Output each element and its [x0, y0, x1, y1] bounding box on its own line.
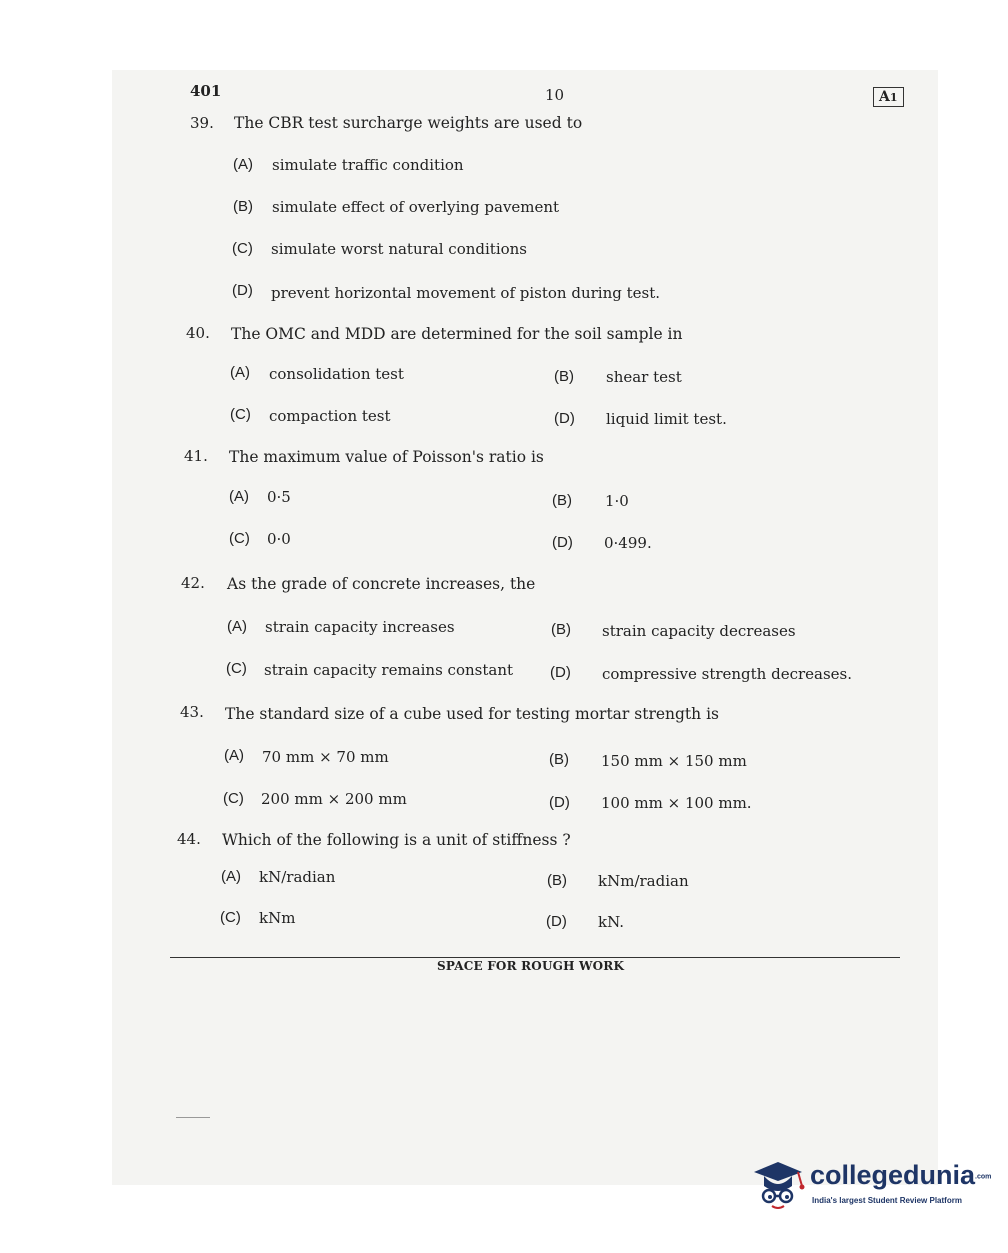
page-number: 10 — [545, 86, 565, 104]
option-label: (C) — [230, 406, 251, 423]
option-text: 100 mm × 100 mm. — [601, 794, 752, 812]
option-text: 150 mm × 150 mm — [601, 752, 747, 770]
question-number: 40. — [186, 324, 210, 342]
option-text: simulate effect of overlying pavement — [272, 198, 560, 216]
brand-name: collegedunia — [810, 1160, 976, 1190]
bleed-through-text: ⠀ — [610, 122, 620, 137]
option-label: (C) — [232, 240, 253, 257]
paper-code: 401 — [190, 82, 222, 100]
option-text: 0·499. — [604, 534, 652, 552]
question-text: Which of the following is a unit of stiffness ? — [222, 831, 571, 849]
option-label: (D) — [554, 410, 575, 427]
option-text: strain capacity remains constant — [264, 661, 514, 679]
set-code-sub: 1 — [889, 91, 898, 104]
option-label: (A) — [227, 618, 247, 635]
option-text: consolidation test — [269, 365, 404, 383]
option-text: kN. — [598, 913, 625, 931]
question-number: 44. — [177, 830, 201, 848]
option-text: compaction test — [269, 407, 391, 425]
collegedunia-logo-icon — [748, 1152, 810, 1214]
question-text: The maximum value of Poisson's ratio is — [229, 448, 544, 466]
question-number: 39. — [190, 114, 214, 132]
rough-work-divider — [170, 957, 900, 958]
question-text: The OMC and MDD are determined for the soil sample in — [231, 325, 683, 343]
option-label: (D) — [546, 913, 567, 930]
option-label: (B) — [552, 492, 572, 509]
option-text: 200 mm × 200 mm — [261, 790, 407, 808]
option-label: (D) — [549, 794, 570, 811]
option-text: kNm — [259, 909, 296, 927]
option-text: 70 mm × 70 mm — [262, 748, 389, 766]
option-text: compressive strength decreases. — [602, 665, 853, 683]
option-label: (A) — [229, 488, 249, 505]
option-label: (A) — [230, 364, 250, 381]
option-text: prevent horizontal movement of piston during test. — [271, 284, 661, 302]
option-label: (C) — [223, 790, 244, 807]
set-code: A — [879, 89, 890, 105]
question-number: 41. — [184, 447, 208, 465]
option-label: (B) — [233, 198, 253, 215]
option-label: (B) — [551, 621, 571, 638]
rough-work-label: SPACE FOR ROUGH WORK — [437, 959, 625, 973]
option-label: (C) — [229, 530, 250, 547]
scan-mark — [176, 1117, 210, 1118]
question-text: As the grade of concrete increases, the — [227, 575, 536, 593]
set-code-box — [873, 87, 904, 107]
option-label: (B) — [549, 751, 569, 768]
option-text: 0·0 — [267, 530, 291, 548]
option-text: strain capacity increases — [265, 618, 455, 636]
option-label: (B) — [554, 368, 574, 385]
option-text: liquid limit test. — [606, 410, 727, 428]
option-text: strain capacity decreases — [602, 622, 796, 640]
question-text: The CBR test surcharge weights are used to — [234, 114, 583, 132]
option-text: kN/radian — [259, 868, 336, 886]
option-text: shear test — [606, 368, 682, 386]
option-label: (D) — [552, 534, 573, 551]
option-label: (A) — [233, 156, 253, 173]
option-label: (A) — [224, 747, 244, 764]
option-text: 1·0 — [605, 492, 629, 510]
option-label: (A) — [221, 868, 241, 885]
option-text: simulate traffic condition — [272, 156, 464, 174]
option-label: (D) — [232, 282, 253, 299]
collegedunia-wordmark — [810, 1160, 991, 1191]
brand-domain: .com — [975, 1173, 992, 1181]
option-label: (B) — [547, 872, 567, 889]
collegedunia-tagline: India's largest Student Review Platform — [812, 1196, 962, 1205]
question-text: The standard size of a cube used for testing mortar strength is — [225, 705, 719, 723]
question-number: 42. — [181, 574, 205, 592]
option-label: (C) — [226, 660, 247, 677]
option-label: (C) — [220, 909, 241, 926]
option-text: simulate worst natural conditions — [271, 240, 528, 258]
option-text: 0·5 — [267, 488, 291, 506]
question-number: 43. — [180, 703, 204, 721]
option-label: (D) — [550, 664, 571, 681]
option-text: kNm/radian — [598, 872, 689, 890]
